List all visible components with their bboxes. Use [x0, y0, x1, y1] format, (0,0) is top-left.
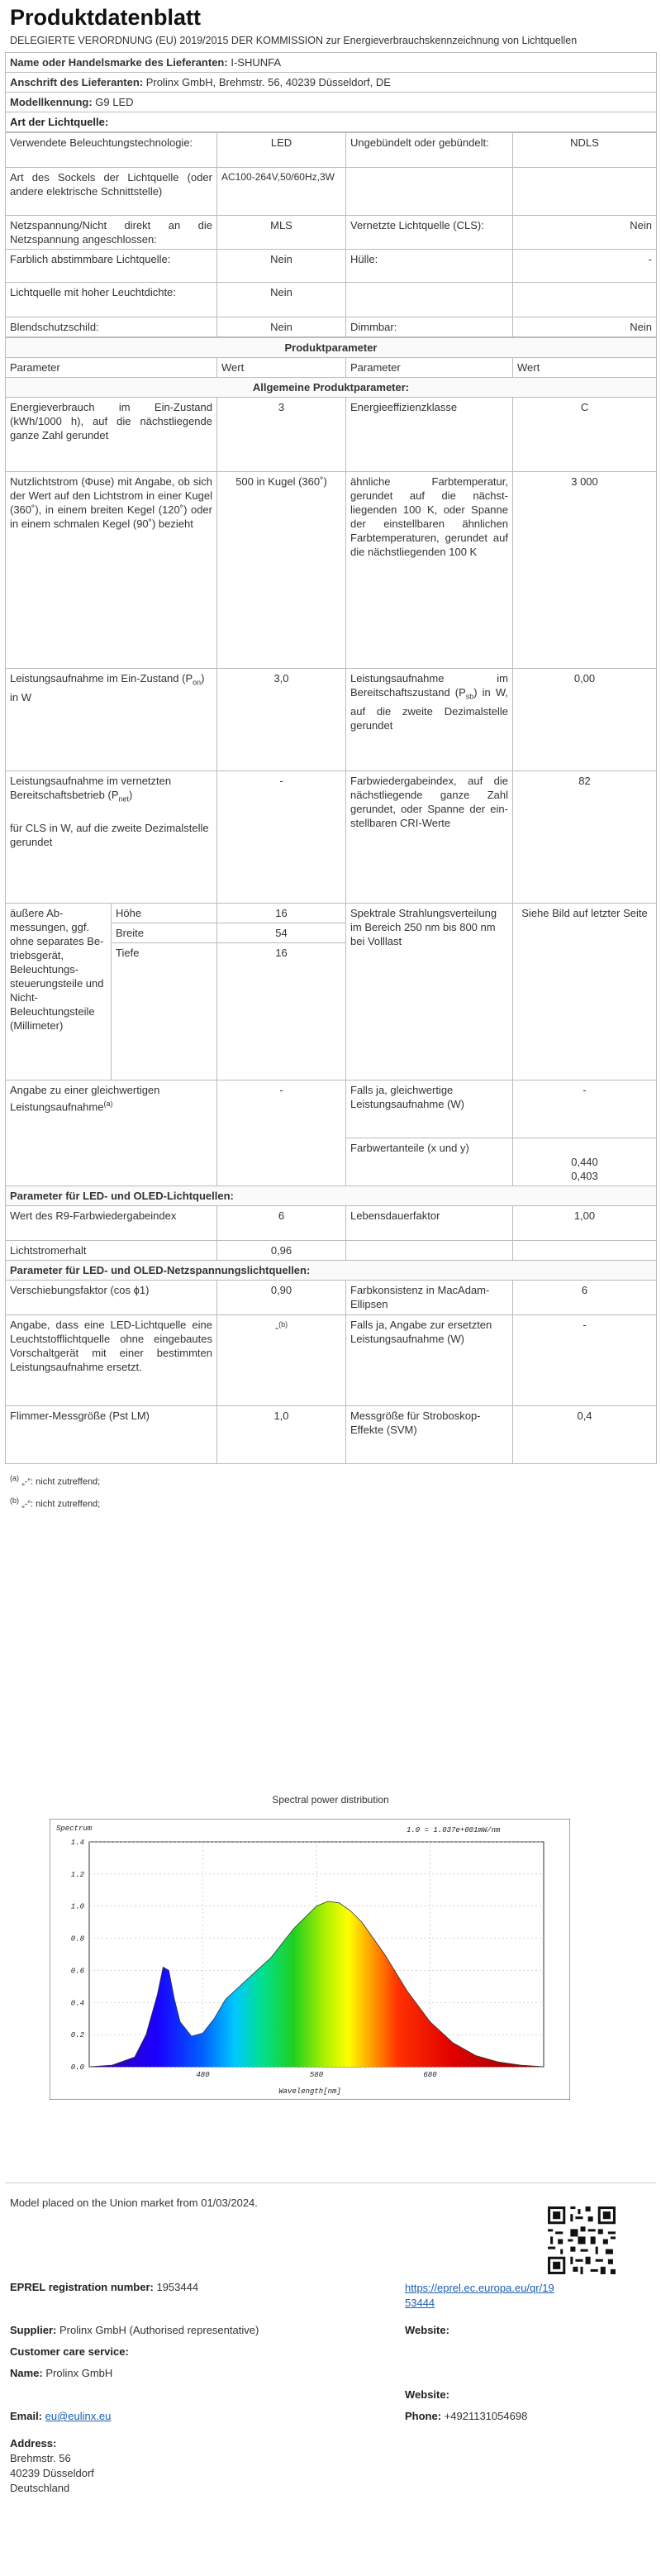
replaced-power-value: -	[513, 1315, 657, 1406]
type-table	[5, 132, 657, 337]
depth-label: Tiefe	[112, 943, 217, 1080]
col-header-value: Wert	[513, 358, 657, 378]
equivalent-power-value: -	[217, 1080, 346, 1186]
spectral-chart-svg	[50, 1819, 570, 2100]
replacement-claim-label: Angabe, dass eine LED-Lichtquelle eine Leuchtstofflichtquelle ohne eingebautes Vorschaltgerät mit einer bestimmten Leistungsaufnahme ersetzt.	[6, 1315, 217, 1406]
glare-shield-label: Blendschutzschild:	[6, 317, 217, 337]
supplier-address-row	[6, 73, 657, 93]
supplier-address-value: Prolinx GmbH, Brehmstr. 56, 40239 Düsseldorf, DE	[145, 76, 391, 88]
connected-label: Vernetzte Lichtquelle (CLS):	[346, 216, 513, 250]
care-email-link[interactable]: eu@eulinx.eu	[45, 2410, 112, 2422]
eprel-link[interactable]	[405, 2281, 554, 2311]
replaced-power-label: Falls ja, Angabe zur ersetzten Leistungsaufnahme (W)	[346, 1315, 513, 1406]
general-parameters-heading: Allgemeine Produktparameter:	[6, 378, 657, 398]
envelope-label: Hülle:	[346, 250, 513, 283]
power-standby-value: 0,00	[513, 669, 657, 771]
width-value: 54	[217, 923, 346, 943]
survival-factor-label: Lebensdauerfaktor	[346, 1206, 513, 1241]
directional-value: NDLS	[513, 133, 657, 168]
care-address-line2: 40239 Düsseldorf	[10, 2467, 94, 2479]
power-standby-sub: sb	[465, 692, 474, 701]
chart-inner-label: Spectrum	[56, 1825, 93, 1833]
width-label: Breite	[112, 923, 217, 943]
footnote-a	[10, 1469, 651, 1491]
model-label: Modellkennung:	[10, 96, 93, 108]
x-tick-label: 580	[309, 2071, 324, 2079]
connected-value: Nein	[513, 216, 657, 250]
power-on-sub: on	[193, 678, 202, 687]
x-tick-label: 680	[423, 2071, 437, 2079]
stroboscopic-label: Messgröße für Stroboskop-Effekte (SVM)	[346, 1406, 513, 1464]
y-tick-label: 0.6	[70, 1967, 84, 1976]
power-on-text: Leistungsaufnahme im Ein-Zustand (P	[10, 672, 193, 685]
chart-scale-note: 1.0 = 1.037e+001mW/nm	[407, 1826, 501, 1834]
y-tick-label: 1.0	[70, 1902, 84, 1911]
footnote-a-text: „-“: nicht zutreffend;	[21, 1476, 101, 1487]
website-label	[405, 2324, 449, 2336]
networked-standby-tail: )	[129, 789, 133, 801]
power-on-tail: ) in W	[10, 672, 205, 704]
chromaticity-values	[513, 1138, 657, 1186]
model-value: G9 LED	[95, 96, 134, 108]
chart-title: Spectral power distribution	[272, 1794, 389, 1806]
mains-parameters-heading: Parameter für LED- und OLED-Netzspannungslichtquellen:	[6, 1261, 657, 1281]
sheet	[5, 0, 656, 1518]
eprel-link-line2[interactable]: 53444	[405, 2297, 435, 2309]
color-temperature-value: 3 000	[513, 472, 657, 669]
y-tick-label: 0.8	[70, 1934, 84, 1944]
equivalent-watt-label: Falls ja, gleichwertige Leistungsaufnahme (W)	[346, 1080, 513, 1138]
footnote-b	[10, 1491, 651, 1514]
page-title: Produktdatenblatt	[10, 5, 202, 30]
product-parameters-heading: Produktparameter	[6, 338, 657, 358]
equivalent-power-label	[6, 1080, 217, 1186]
supplier-address-label: Anschrift des Lieferanten:	[10, 76, 144, 88]
networked-standby-text: Leistungsaufnahme im vernetzten Bereitschaftsbetrieb (P	[10, 775, 172, 801]
care-website-row	[405, 2388, 449, 2401]
customer-care-heading	[10, 2345, 129, 2358]
height-value: 16	[217, 904, 346, 923]
supplier-name-row	[6, 53, 657, 73]
height-label: Höhe	[112, 904, 217, 923]
networked-standby-label	[6, 771, 217, 904]
technology-value: LED	[217, 133, 346, 168]
x-tick-label: 480	[196, 2071, 210, 2079]
displacement-factor-label: Verschiebungsfaktor (cos ϕ1)	[6, 1281, 217, 1315]
y-tick-label: 0.0	[70, 2063, 84, 2072]
footnote-b-mark: (b)	[10, 1496, 19, 1505]
led-parameters-heading: Parameter für LED- und OLED-Lichtquellen:	[6, 1186, 657, 1206]
replacement-claim-value	[217, 1315, 346, 1406]
networked-standby-sub: net	[118, 794, 130, 804]
r9-label: Wert des R9-Farbwiedergabeindex	[6, 1206, 217, 1241]
color-tunable-value: Nein	[217, 250, 346, 283]
dimensions-label: äußere Abmessungen, ggf. ohne separates Betriebsgerät, Beleuchtungssteuerungsteile und Nicht-Beleuchtungsteile (Millimeter)	[6, 904, 112, 1080]
col-header-parameter: Parameter	[6, 358, 217, 378]
cri-label: Farbwiedergabeindex, auf die nächstliegende ganze Zahl gerundet, oder Spanne der einstellbaren CRI-Werte	[346, 771, 513, 904]
care-phone-value: +4921131054698	[444, 2410, 528, 2422]
care-phone-label: Phone:	[405, 2410, 442, 2422]
power-standby-tail: ) in W, auf die zweite Dezimalstelle gerundet	[350, 686, 508, 732]
y-tick-label: 0.4	[70, 1999, 84, 2008]
care-email-row	[10, 2410, 111, 2422]
footnotes	[5, 1464, 656, 1518]
spectral-chart	[50, 1819, 570, 2100]
power-on-value: 3,0	[217, 669, 346, 771]
r9-value: 6	[217, 1206, 346, 1241]
care-name-label: Name:	[10, 2367, 43, 2379]
displacement-factor-value: 0,90	[217, 1281, 346, 1315]
x-axis-label: Wavelength[nm]	[278, 2087, 341, 2096]
care-phone-row	[405, 2410, 527, 2422]
care-name-value: Prolinx GmbH	[45, 2367, 113, 2379]
glare-shield-value: Nein	[217, 317, 346, 337]
supplier-name-label: Name oder Handelsmarke des Lieferanten:	[10, 56, 228, 69]
light-source-type-heading: Art der Lichtquelle:	[6, 112, 657, 132]
website-label-text: Website:	[405, 2324, 449, 2336]
equivalent-watt-value: -	[513, 1080, 657, 1138]
care-email-label: Email:	[10, 2410, 43, 2422]
stroboscopic-value: 0,4	[513, 1406, 657, 1464]
mains-value: MLS	[217, 216, 346, 250]
dimmable-value: Nein	[513, 317, 657, 337]
empty-cell	[513, 168, 657, 216]
flicker-value: 1,0	[217, 1406, 346, 1464]
replacement-claim-sup: (b)	[278, 1320, 288, 1329]
macadam-label: Farbkonsistenz in MacAdam-Ellipsen	[346, 1281, 513, 1315]
cri-value: 82	[513, 771, 657, 904]
power-on-label	[6, 669, 217, 771]
eprel-link-line1[interactable]: https://eprel.ec.europa.eu/qr/19	[405, 2282, 554, 2294]
care-address-line1: Brehmstr. 56	[10, 2452, 71, 2464]
lumen-maintenance-label: Lichtstromerhalt	[6, 1241, 217, 1261]
y-tick-label: 0.2	[70, 2031, 84, 2040]
y-tick-label: 1.4	[70, 1839, 84, 1847]
footnote-b-text: „-“: nicht zutreffend;	[21, 1499, 101, 1510]
depth-value: 16	[217, 943, 346, 1080]
spectral-distribution-value: Siehe Bild auf letzter Seite	[513, 904, 657, 1080]
chromaticity-x: 0,440	[571, 1156, 598, 1168]
energy-consumption-value: 3	[217, 398, 346, 472]
placed-on-market: Model placed on the Union market from 01/03/2024.	[10, 2197, 258, 2209]
technology-label: Verwendete Beleuchtungstechnologie:	[6, 133, 217, 168]
energy-class-label: Energieeffizienzklasse	[346, 398, 513, 472]
equivalent-power-text: Angabe zu einer gleichwertigen Leistungsaufnahme	[10, 1084, 160, 1114]
qr-code-icon[interactable]	[545, 2204, 618, 2277]
empty-cell	[346, 168, 513, 216]
envelope-value: -	[513, 250, 657, 283]
directional-label: Ungebündelt oder gebündelt:	[346, 133, 513, 168]
equivalent-power-sup: (a)	[103, 1100, 113, 1108]
chromaticity-y: 0,403	[571, 1170, 598, 1182]
care-address-line3: Deutschland	[10, 2482, 70, 2494]
footnote-a-mark: (a)	[10, 1474, 19, 1482]
eprel-number-row	[10, 2281, 198, 2293]
empty-cell	[346, 1241, 513, 1261]
energy-consumption-label: Energieverbrauch im Ein-Zustand (kWh/1000 h), auf die nächstliegende ganze Zahl gerundet	[6, 398, 217, 472]
survival-factor-value: 1,00	[513, 1206, 657, 1241]
high-luminance-value: Nein	[217, 283, 346, 317]
luminous-flux-label: Nutzlichtstrom (Φuse) mit Angabe, ob sich der Wert auf den Lichtstrom in einer Kugel (360˚), in einem breiten Kegel (120˚) oder in einem schmalen Kegel (90˚) bezieht	[6, 472, 217, 669]
supplier-value: Prolinx GmbH (Authorised representative)	[59, 2324, 259, 2336]
model-row	[6, 93, 657, 112]
supplier-label: Supplier:	[10, 2324, 57, 2336]
care-address-label: Address:	[10, 2437, 57, 2450]
socket-value: AC100-264V,50/60Hz,3W	[217, 168, 346, 216]
empty-cell	[346, 283, 513, 317]
color-tunable-label: Farblich abstimmbare Lichtquelle:	[6, 250, 217, 283]
chromaticity-label: Farbwertanteile (x und y)	[346, 1138, 513, 1186]
high-luminance-label: Lichtquelle mit hoher Leuchtdichte:	[6, 283, 217, 317]
empty-cell	[513, 283, 657, 317]
col-header-value: Wert	[217, 358, 346, 378]
y-tick-label: 1.2	[70, 1870, 84, 1879]
dimmable-label: Dimmbar:	[346, 317, 513, 337]
eprel-value: 1953444	[156, 2281, 199, 2293]
supplier-name-value: I-SHUNFA	[231, 56, 282, 69]
supplier-row	[10, 2324, 259, 2336]
regulation-subtitle: DELEGIERTE VERORDNUNG (EU) 2019/2015 DER KOMMISSION zur Energieverbrauchskennzeichnung von Lichtquellen	[10, 35, 578, 46]
networked-standby-value: -	[217, 771, 346, 904]
macadam-value: 6	[513, 1281, 657, 1315]
empty-cell	[513, 1241, 657, 1261]
flicker-label: Flimmer-Messgröße (Pst LM)	[6, 1406, 217, 1464]
color-temperature-label: ähnliche Farbtemperatur, gerundet auf die nächstliegenden 100 K, oder Spanne der einstellbaren ähnlichen Farbtemperaturen, gerundet auf die nächstliegenden 100 K	[346, 472, 513, 669]
socket-label: Art des Sockels der Lichtquelle (oder andere elektrische Schnittstelle)	[6, 168, 217, 216]
care-website-label: Website:	[405, 2388, 449, 2401]
lumen-maintenance-value: 0,96	[217, 1241, 346, 1261]
replacement-claim-dash: -	[274, 1321, 279, 1334]
eprel-label: EPREL registration number:	[10, 2281, 154, 2293]
customer-care-label: Customer care service:	[10, 2345, 129, 2358]
care-name-row	[10, 2367, 112, 2379]
mains-label: Netzspannung/Nicht direkt an die Netzspannung angeschlossen:	[6, 216, 217, 250]
parameter-table	[5, 337, 657, 1464]
power-standby-text: Leistungsaufnahme im Bereitschaftszustand (P	[350, 672, 508, 699]
supplier-table	[5, 52, 657, 132]
col-header-parameter: Parameter	[346, 358, 513, 378]
power-standby-label	[346, 669, 513, 771]
networked-standby-extra: für CLS in W, auf die zweite Dezimalstelle gerundet	[10, 821, 209, 848]
energy-class-value: C	[513, 398, 657, 472]
luminous-flux-value: 500 in Kugel (360˚)	[217, 472, 346, 669]
spectral-distribution-label: Spektrale Strahlungsverteilung im Bereich 250 nm bis 800 nm bei Volllast	[346, 904, 513, 1080]
care-address	[10, 2436, 94, 2496]
